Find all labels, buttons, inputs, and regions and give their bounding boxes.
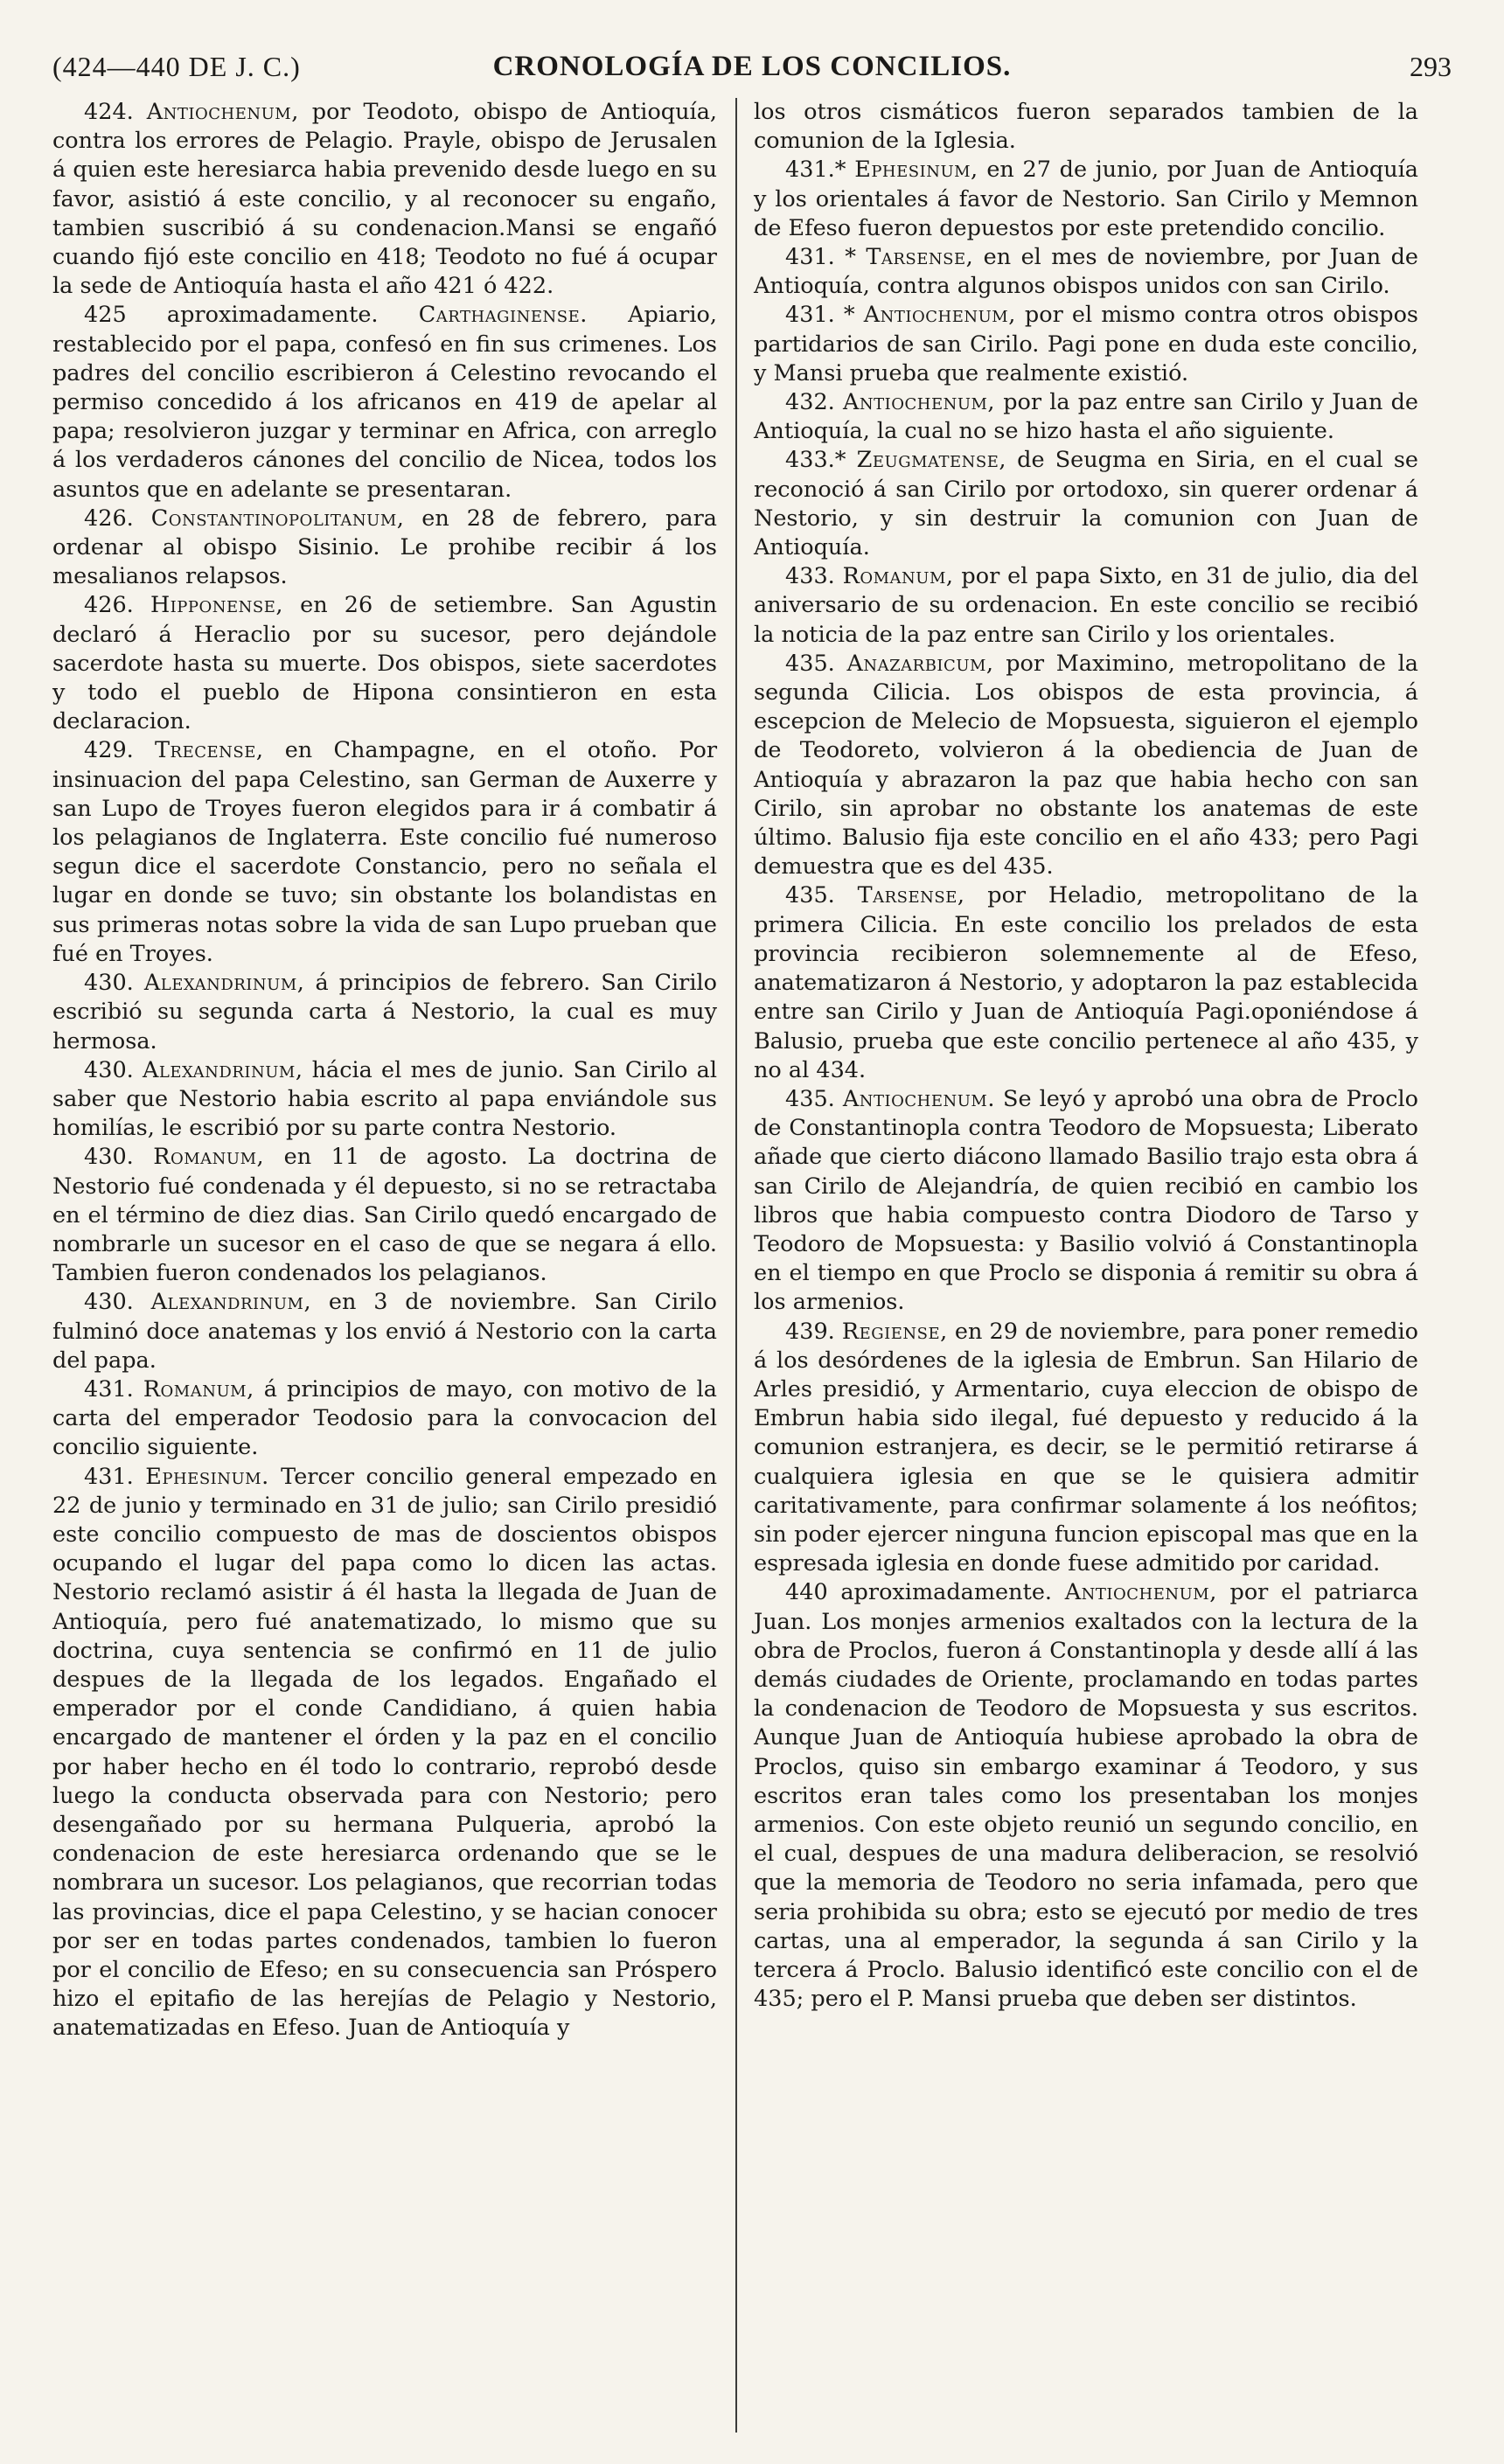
- council-entry: [52, 1143, 717, 1288]
- entry-text: Se leyó y aprobó una obra de Proclo de Constantinopla contra Teodoro de Mopsuesta; Liberato añade que cierto diácono llamado Basilio trajo esta obra á san Cirilo de Alejandría, de quien recibió en cambio los libros que habia compuesto contra Diodoro de Tarso y Teodoro de Mopsuesta: y Basilio volvió á Constantinopla en el tiempo en que Proclo se disponia á remitir su obra á los armenios.: [754, 1085, 1418, 1316]
- council-name: Tarsense,: [857, 882, 965, 909]
- entry-year: 431.: [84, 1463, 134, 1490]
- council-name: Antiochenum,: [146, 99, 299, 125]
- entry-text: en 3 de noviembre. San Cirilo fulminó doce anatemas y los envió á Nestorio con la carta del papa.: [52, 1289, 718, 1374]
- entry-text: en Champagne, en el otoño. Por insinuacion del papa Celestino, san German de Auxerre y san Lupo de Troyes fueron elegidos para ir á combatir á los pelagianos de Inglaterra. Este concilio fué numeroso segun dice el sacerdote Constancio, pero no señala el lugar en donde se tuvo; sin obstante los bolandistas en sus primeras notas sobre la vida de san Lupo prueban que fué en Troyes.: [52, 737, 718, 967]
- council-name: Alexandrinum,: [143, 970, 305, 997]
- entry-year: 439.: [785, 1318, 835, 1345]
- council-entry: [754, 446, 1418, 562]
- council-entry: [52, 1463, 717, 2043]
- council-entry: [52, 736, 717, 969]
- page-title: CRONOLOGÍA DE LOS CONCILIOS.: [492, 51, 1012, 82]
- council-entry: [52, 505, 717, 592]
- entry-year: 426.: [84, 505, 134, 532]
- entry-year: 430.: [84, 1056, 134, 1083]
- entry-text: por Maximino, metropolitano de la segunda Cilicia. Los obispos de esta provincia, á escepcion de Melecio de Mopsuesta, siguieron el ejemplo de Teodoreto, volvieron á la obediencia de Juan de Antioquía y abrazaron la paz que habia hecho con san Cirilo, sin aprobar no obstante los anatemas de este último. Balusio fija este concilio en el año 433; pero Pagi demuestra que es del 435.: [754, 650, 1418, 880]
- entry-year: 426.: [84, 592, 134, 619]
- council-entry: [754, 1085, 1418, 1318]
- council-name: Ephesinum.: [145, 1463, 269, 1490]
- entry-year: 430.: [84, 970, 134, 997]
- council-entry: [52, 591, 717, 736]
- left-column: [52, 98, 717, 2043]
- entry-year: 433.: [785, 563, 835, 590]
- council-name: Zeugmatense,: [856, 447, 1006, 474]
- council-name: Hipponense,: [150, 592, 283, 619]
- council-name: Tarsense,: [866, 244, 974, 271]
- council-entry: [754, 1578, 1418, 2014]
- entry-year: 431.*: [785, 157, 846, 184]
- date-range-header: (424—440 DE J. C.): [52, 51, 301, 82]
- entry-year: 430.: [84, 1289, 134, 1316]
- entry-text: á principios de mayo, con motivo de la carta del emperador Teodosio para la convocacion del concilio siguiente.: [52, 1375, 717, 1461]
- entry-text: Tercer concilio general empezado en 22 de junio y terminado en 31 de julio; san Cirilo presidió este concilio compuesto de mas de doscientos obispos ocupando el lugar del papa como lo dicen las actas. Nestorio reclamó asistir á él hasta la llegada de Juan de Antioquía, pero fué anatematizado, lo mismo que su doctrina, cuya sentencia se confirmó en 11 de julio despues de la llegada de los legados. Engañado el emperador por el conde Candidiano, á quien habia encargado de mantener el órden y la paz en el concilio por haber hecho en él todo lo contrario, reprobó desde luego la conducta observada para con Nestorio; pero desengañado por su hermana Pulqueria, aprobó la condenacion de este heresiarca ordenando que se le nombrara un sucesor. Los pelagianos, que recorrian todas las provincias, dice el papa Celestino, y se hacian conocer por ser en todas partes condenados, tambien lo fueron por el concilio de Efeso; en su consecuencia san Próspero hizo el epitafio de las herejías de Pelagio y Nestorio, anatematizadas en Efeso. Juan de Antioquía y: [52, 1463, 718, 2042]
- council-entry: [754, 98, 1418, 156]
- council-name: Trecense,: [155, 737, 264, 764]
- entry-year: 424.: [84, 99, 134, 125]
- council-entry: [754, 1318, 1418, 1579]
- council-entry: [754, 388, 1418, 446]
- entry-text: Apiario, restablecido por el papa, confesó en fin sus crimenes. Los padres del concilio escribieron á Celestino revocando el permiso concedido á los africanos en 419 de apelar al papa; resolvieron juzgar y terminar en Africa, con arreglo á los verdaderos cánones del concilio de Nicea, todos los asuntos que en adelante se presentaran.: [52, 302, 717, 503]
- entry-text: en el mes de noviembre, por Juan de Antioquía, contra algunos obispos unidos con san Cirilo.: [754, 244, 1418, 300]
- entry-text: por Teodoto, obispo de Antioquía, contra los errores de Pelagio. Prayle, obispo de Jerusalen á quien este heresiarca habia prevenido desde luego en su favor, asistió á este concilio, y al reconocer su engaño, tambien suscribió á su condenacion.Mansi se engañó cuando fijó este concilio en 418; Teodoto no fué á ocupar la sede de Antioquía hasta el año 421 ó 422.: [52, 99, 718, 300]
- entry-year: 431. *: [785, 302, 855, 329]
- council-name: Romanum,: [143, 1375, 254, 1403]
- entry-text: á principios de febrero. San Cirilo escribió su segunda carta á Nestorio, la cual es muy hermosa.: [52, 970, 717, 1055]
- council-entry: [754, 156, 1418, 243]
- entry-year: 440 aproximadamente.: [785, 1579, 1053, 1606]
- text-columns: [52, 98, 1455, 2441]
- entry-text: en 26 de setiembre. San Agustin declaró á Heraclio por su sucesor, pero dejándole sacerdote hasta su muerte. Dos obispos, siete sacerdotes y todo el pueblo de Hipona consintieron en esta declaracion.: [52, 592, 717, 735]
- council-name: Carthaginense.: [418, 302, 588, 329]
- council-name: Antiochenum,: [842, 389, 996, 416]
- council-name: Alexandrinum,: [150, 1289, 312, 1316]
- entry-text: de Seugma en Siria, en el cual se reconoció á san Cirilo por ortodoxo, sin querer ordenar á Nestorio, y sin destruir la comunion con Juan de Antioquía.: [754, 447, 1418, 561]
- council-name: Anazarbicum,: [846, 650, 994, 677]
- running-head: [52, 51, 1452, 94]
- council-name: Constantinopolitanum,: [150, 505, 405, 532]
- entry-year: 435.: [785, 882, 835, 909]
- page-number: 293: [1410, 51, 1452, 82]
- council-entry: [52, 98, 717, 301]
- council-name: Antiochenum.: [842, 1085, 995, 1112]
- entry-text: por el patriarca Juan. Los monjes armenios exaltados con la lectura de la obra de Proclos, fueron á Constantinopla y desde allí á las demás ciudades de Oriente, proclamando en todas partes la condenacion de Teodoro de Mopsuesta y sus escritos. Aunque Juan de Antioquía hubiese aprobado la obra de Proclos, quiso sin embargo examinar á Teodoro, y sus escritos eran tales como los presentaban los monjes armenios. Con este objeto reunió un segundo concilio, en el cual, despues de una madura deliberacion, se resolvió que la memoria de Teodoro no seria infamada, pero que seria prohibida su obra; esto se ejecutó por medio de tres cartas, una al emperador, la segunda á san Cirilo y la tercera á Proclo. Balusio identificó este concilio con el de 435; pero el P. Mansi prueba que deben ser distintos.: [754, 1579, 1418, 2013]
- entry-text: hácia el mes de junio. San Cirilo al saber que Nestorio habia escrito al papa enviándole sus homilías, le escribió por su parte contra Nestorio.: [52, 1056, 717, 1142]
- council-entry: [754, 881, 1418, 1084]
- entry-text: en 11 de agosto. La doctrina de Nestorio fué condenada y él depuesto, si no se retractaba en el término de diez dias. San Cirilo quedó encargado de nombrarle un sucesor en el caso de que se negara á ello. Tambien fueron condenados los pelagianos.: [52, 1144, 717, 1287]
- council-entry: [754, 243, 1418, 301]
- column-divider: [735, 98, 737, 2433]
- council-entry: [52, 1056, 717, 1144]
- entry-text: por el papa Sixto, en 31 de julio, dia del aniversario de su ordenacion. En este concilio se recibió la noticia de la paz entre san Cirilo y los orientales.: [754, 563, 1418, 648]
- council-name: Romanum,: [842, 563, 954, 590]
- council-entry: [754, 562, 1418, 650]
- entry-year: 425 aproximadamente.: [84, 302, 379, 329]
- entry-text: por Heladio, metropolitano de la primera Cilicia. En este concilio los prelados de esta provincia recibieron solemnemente al de Efeso, anatematizaron á Nestorio, y adoptaron la paz establecida entre san Cirilo y Juan de Antioquía Pagi.oponiéndose á Balusio, prueba que este concilio pertenece al año 435, y no al 434.: [754, 882, 1418, 1083]
- council-name: Regiense,: [841, 1318, 948, 1345]
- council-name: Antiochenum,: [1064, 1579, 1217, 1606]
- council-name: Romanum,: [153, 1144, 265, 1171]
- entry-text: en 27 de junio, por Juan de Antioquía y los orientales á favor de Nestorio. San Cirilo y Memnon de Efeso fueron depuestos por este pretendido concilio.: [754, 157, 1418, 241]
- council-name: Antiochenum,: [863, 302, 1016, 329]
- council-name: Ephesinum,: [854, 157, 978, 184]
- entry-text: en 28 de febrero, para ordenar al obispo Sisinio. Le prohibe recibir á los mesalianos relapsos.: [52, 505, 717, 590]
- entry-text: por el mismo contra otros obispos partidarios de san Cirilo. Pagi pone en duda este concilio, y Mansi prueba que realmente existió.: [754, 302, 1419, 386]
- council-entry: [754, 650, 1418, 882]
- right-column: [754, 98, 1418, 2014]
- entry-year: 431. *: [785, 244, 856, 271]
- council-entry: [52, 1288, 717, 1375]
- entry-text: por la paz entre san Cirilo y Juan de Antioquía, la cual no se hizo hasta el año siguiente.: [754, 389, 1418, 445]
- entry-year: 432.: [785, 389, 835, 416]
- council-entry: [754, 301, 1418, 388]
- entry-year: 429.: [84, 737, 134, 764]
- entry-year: 435.: [785, 650, 835, 677]
- entry-text: los otros cismáticos fueron separados tambien de la comunion de la Iglesia.: [754, 99, 1418, 155]
- council-entry: [52, 301, 717, 504]
- council-entry: [52, 1375, 717, 1463]
- entry-text: en 29 de noviembre, para poner remedio á los desórdenes de la iglesia de Embrun. San Hilario de Arles presidió, y Armentario, cuya eleccion de obispo de Embrun habia sido ilegal, fué depuesto y reducido á la comunion estranjera, es decir, se le permitió retirarse á cualquiera iglesia en que se le quisiera admitir caritativamente, para confirmar solamente á los neófitos; sin poder ejercer ninguna funcion episcopal mas que en la espresada iglesia en donde fuese admitido por caridad.: [754, 1318, 1418, 1577]
- entry-year: 435.: [785, 1085, 835, 1112]
- entry-year: 433.*: [785, 447, 846, 474]
- council-name: Alexandrinum,: [142, 1056, 303, 1083]
- council-entry: [52, 969, 717, 1056]
- entry-year: 430.: [84, 1144, 134, 1171]
- entry-year: 431.: [84, 1375, 134, 1403]
